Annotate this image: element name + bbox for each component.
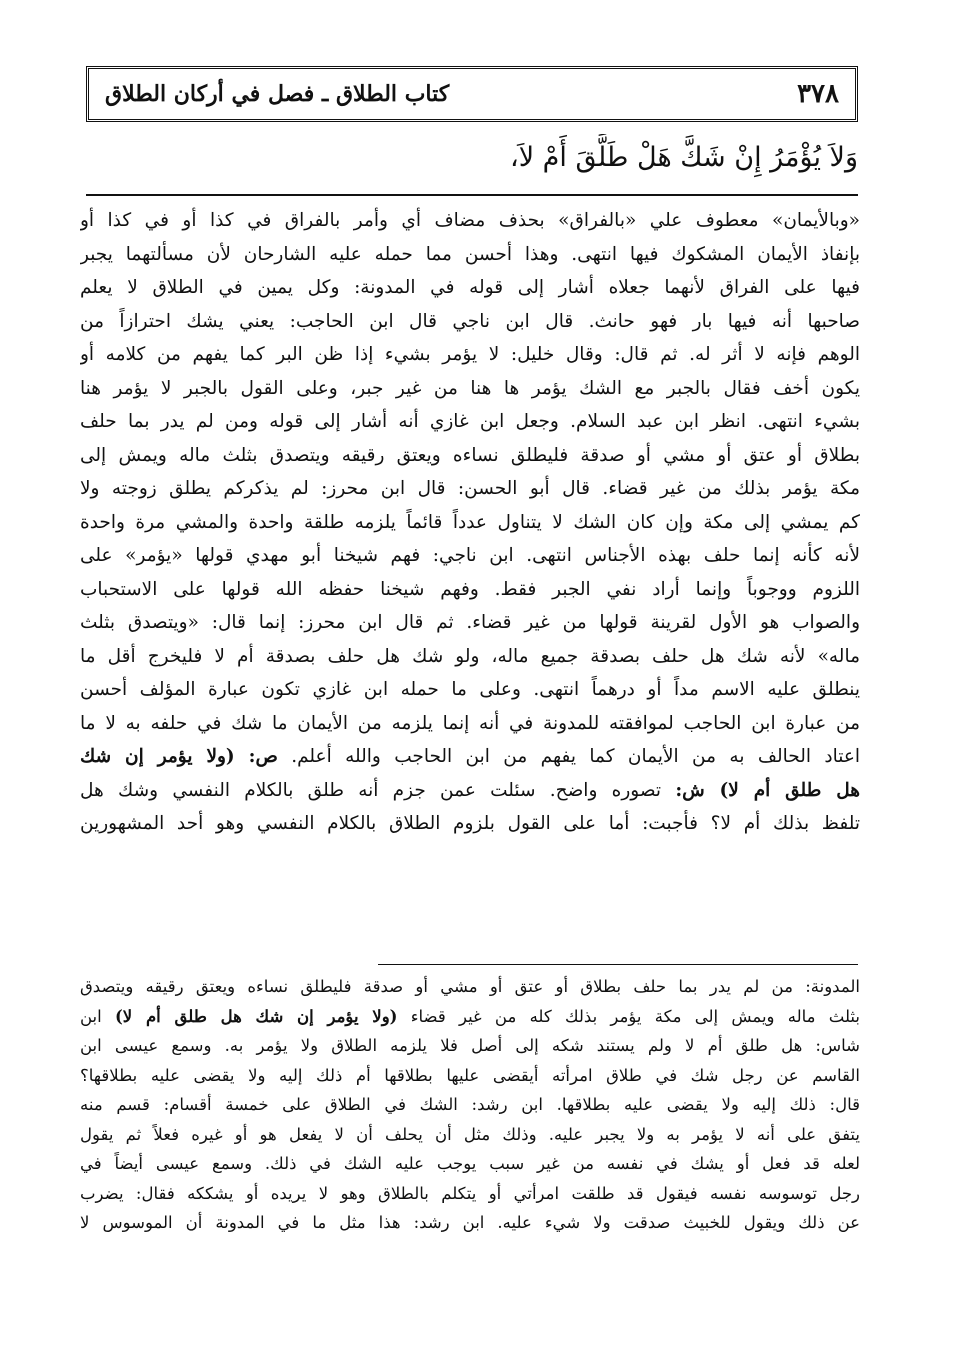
commentary-line: مكة يؤمر بذلك من غير قضاء. قال أبو الحسن: قال ابن محرز: لم يذكركم يطلق زوجته ولا xyxy=(80,478,860,499)
commentary-line: الوهم فإنه لا أثر له. ثم قال: وقال خليل: لا يؤمر بشيء إذا ظن البر كما يفهم من كلامه أو xyxy=(80,344,860,365)
footnote-line: عن ذلك ويقول للخبيث صدقت ولا شيء عليه. ابن رشد: هذا مثل ما في المدونة أن الموسوس لا xyxy=(80,1213,860,1232)
page-header xyxy=(86,66,858,122)
commentary-line: ماله» لأنه شك هل حلف بصدقة جميع ماله، ولو شك هل حلف بصدقة أم لا فليخرج أقل ما xyxy=(80,645,860,667)
matn-text: وَلاَ يُؤْمَرُ إِنْ شَكَّ هَلْ طَلَّقَ أَمْ لاَ، xyxy=(509,142,858,173)
commentary-line: بطلاق أو عتق أو مشي أو صدقة فليطلق نساءه ويعتق رقيقه ويتصدق بثلث ماله ويمش إلى xyxy=(80,444,860,466)
commentary-line xyxy=(80,774,860,808)
commentary-line: لأنه كأنه إنما حلف بهذه الأجناس انتهى. ابن ناجي: فهم شيخنا أبو مهدي قولها «يؤمر» على xyxy=(80,545,860,566)
footnote-line xyxy=(80,1002,860,1032)
commentary-line: والصواب هو الأول لقرينة قولها من غير قضاء. ثم قال ابن محرز: إنما قال: «ويتصدق بثلث xyxy=(80,612,860,633)
footnote-line: يتفق على أنه لا يؤمر به ولا يجبر عليه. وذلك مثل أن يحلف أن لا يفعل هو أو غيره فعلاً ثم يقول xyxy=(80,1124,860,1144)
footnote-line: المدونة: من لم يدر بما حلف بطلاق أو عتق أو مشي أو صدقة فليطلق نساءه ويعتق رقيقه ويتصدق xyxy=(80,977,860,996)
footnote-line: القاسم عن رجل شك في طلاق امرأته أيقضى عليها بطلاقها أم ذلك إليه ولا يقضى عليه بطلاقها؟ xyxy=(80,1065,860,1085)
commentary-segment: اعتاد الحالف به من الأيمان كما يفهم من ابن الحاجب والله أعلم. xyxy=(291,746,860,767)
footnote-line: قال: ذلك إليه ولا يقضى عليه بطلاقها. ابن رشد: الشك في الطلاق على خمسة أقسام: قسم منه xyxy=(80,1095,860,1114)
commentary-line: بإنفاذ الأيمان المشكوك فيها انتهى. وهذا أحسن مما حمله عليه الشارحان لأن مسألتهما يجبر xyxy=(80,243,860,265)
commentary-line: من عبارة ابن الحاجب لموافقته للمدونة في أنه إنما يلزمه من الأيمان ما شك في حلفه به لا ما xyxy=(80,712,860,734)
commentary-body xyxy=(80,204,860,956)
quoted-matn-bold: (ولا يؤمر إن شك هل طلق أم لا) xyxy=(115,1006,398,1026)
running-title: كتاب الطلاق ـ فصل في أركان الطلاق xyxy=(105,81,450,107)
commentary-line: صاحبها أنه فيها بار فهو حانث. قال ابن ناجي قال ابن الحاجب: يعني يشك احترازاً من xyxy=(80,310,860,332)
matn-divider xyxy=(86,194,858,196)
commentary-line: فيها على الفراق لأنهما جعلاه أشار إلى قوله في المدونة: وكل يمين في الطلاق لا يعلم xyxy=(80,277,860,298)
commentary-line: اللزوم ووجوباً وإنما أراد نفي الجبر فقط. وفهم شيخنا حفظه الله قولها على الاستحباب xyxy=(80,578,860,600)
page-number: ٣٧٨ xyxy=(797,79,839,109)
quoted-matn-bold: هل طلق أم لا) ش: xyxy=(675,779,860,801)
commentary-segment: تصوره واضح. سئلت عمن جزم أنه طلق بالكلام النفسي وشك هل xyxy=(80,779,662,801)
quoted-matn-bold: ص: (ولا يؤمر إن شك xyxy=(80,746,278,767)
commentary-line: كم يمشي إلى مكة وإن كان الشك لا يتناول عدداً قائماً يلزمه طلقة واحدة والمشي مرة واحدة xyxy=(80,511,860,533)
commentary-line: بشيء انتهى. انظر ابن عبد السلام. وجعل ابن غازي أنه أشار إلى قوله ومن لم يدر بما حلف xyxy=(80,411,860,432)
footnote-line: رجل توسوسه نفسه فيقول قد طلقت امرأتي أو يتكلم بالطلاق وهو لا يريده أو يشككه فقال: يضرب xyxy=(80,1183,860,1203)
footnote-segment: بثلث ماله ويمش إلى مكة يؤمر بذلك كله من غير قضاء xyxy=(410,1006,860,1026)
footnotes xyxy=(80,972,860,1312)
footnote-line: شاس: هل طلق أم لا ولم يستند شكه إلى أصل فلا يلزمه الطلاق ولا يؤمر به. وسمع عيسى ابن xyxy=(80,1036,860,1055)
footnote-line: لعله قد فعل أو يشك في نفسه من غير سبب يوجب عليه الشك في ذلك. وسمع عيسى أيضاً في xyxy=(80,1154,860,1173)
commentary-line: يكون أخف فقال بالجبر مع الشك يؤمر ها هنا من غير جبر، وعلى القول بالجبر لا يؤمر هنا xyxy=(80,377,860,399)
commentary-line: تلفظ بذلك أم لا؟ فأجبت: أما على القول بلزوم الطلاق بالكلام النفسي وهو أحد المشهورين xyxy=(80,813,860,834)
commentary-line: «وبالأيمان» معطوف علي «بالفراق» بحذف مضاف أي وأمر بالفراق في كذا أو في كذا أو xyxy=(80,210,860,231)
commentary-line: ينطلق عليه الاسم مداً أو درهماً انتهى. وعلى ما حمله ابن غازي تكون عبارة المؤلف أحسن xyxy=(80,679,860,700)
commentary-line xyxy=(80,740,860,774)
footnote-segment: ابن xyxy=(80,1006,102,1026)
footnote-divider xyxy=(378,964,858,965)
